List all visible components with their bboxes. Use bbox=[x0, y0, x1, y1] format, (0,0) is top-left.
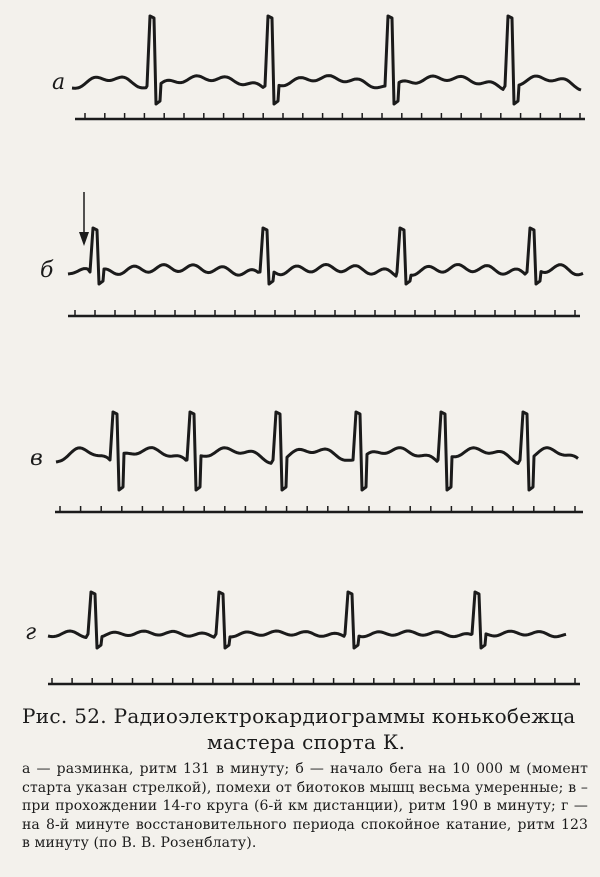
figure-title-line1: Радиоэлектрокардиограммы конькобежца bbox=[113, 704, 576, 728]
figure-title-line2: мастера спорта К. bbox=[207, 730, 406, 754]
figure-caption-title bbox=[22, 703, 592, 755]
ecg-trace-g bbox=[48, 592, 580, 684]
figure-caption-body bbox=[22, 760, 588, 853]
ecg-waveform-a bbox=[72, 16, 581, 104]
caption-text: а — разминка, ритм 131 в минуту; б — начало бега на 10 000 м (момент старта указан стрелкой), помехи от биотоков мышц весьма умеренные; в – при прохождении 14-го круга (6-й км дистанции), ритм 190 в минуту; г — на 8-й минуте восстановительного периода спокойное катание, ритм 123 в минуту (по В. В. Розенблату). bbox=[22, 761, 588, 851]
ecg-trace-b bbox=[68, 192, 583, 316]
lead-label-g: г bbox=[25, 620, 37, 645]
lead-label-b: б bbox=[40, 258, 54, 283]
lead-label-a: а bbox=[52, 70, 66, 95]
ecg-waveform-b bbox=[68, 228, 583, 284]
ecg-waveform-g bbox=[48, 592, 566, 648]
ecg-waveform-v bbox=[56, 412, 578, 490]
ecg-trace-a bbox=[72, 16, 585, 119]
figure-number: Рис. 52. bbox=[22, 704, 107, 728]
lead-label-v: в bbox=[30, 446, 43, 471]
start-arrow-head bbox=[79, 232, 89, 246]
ecg-trace-v bbox=[55, 412, 583, 512]
